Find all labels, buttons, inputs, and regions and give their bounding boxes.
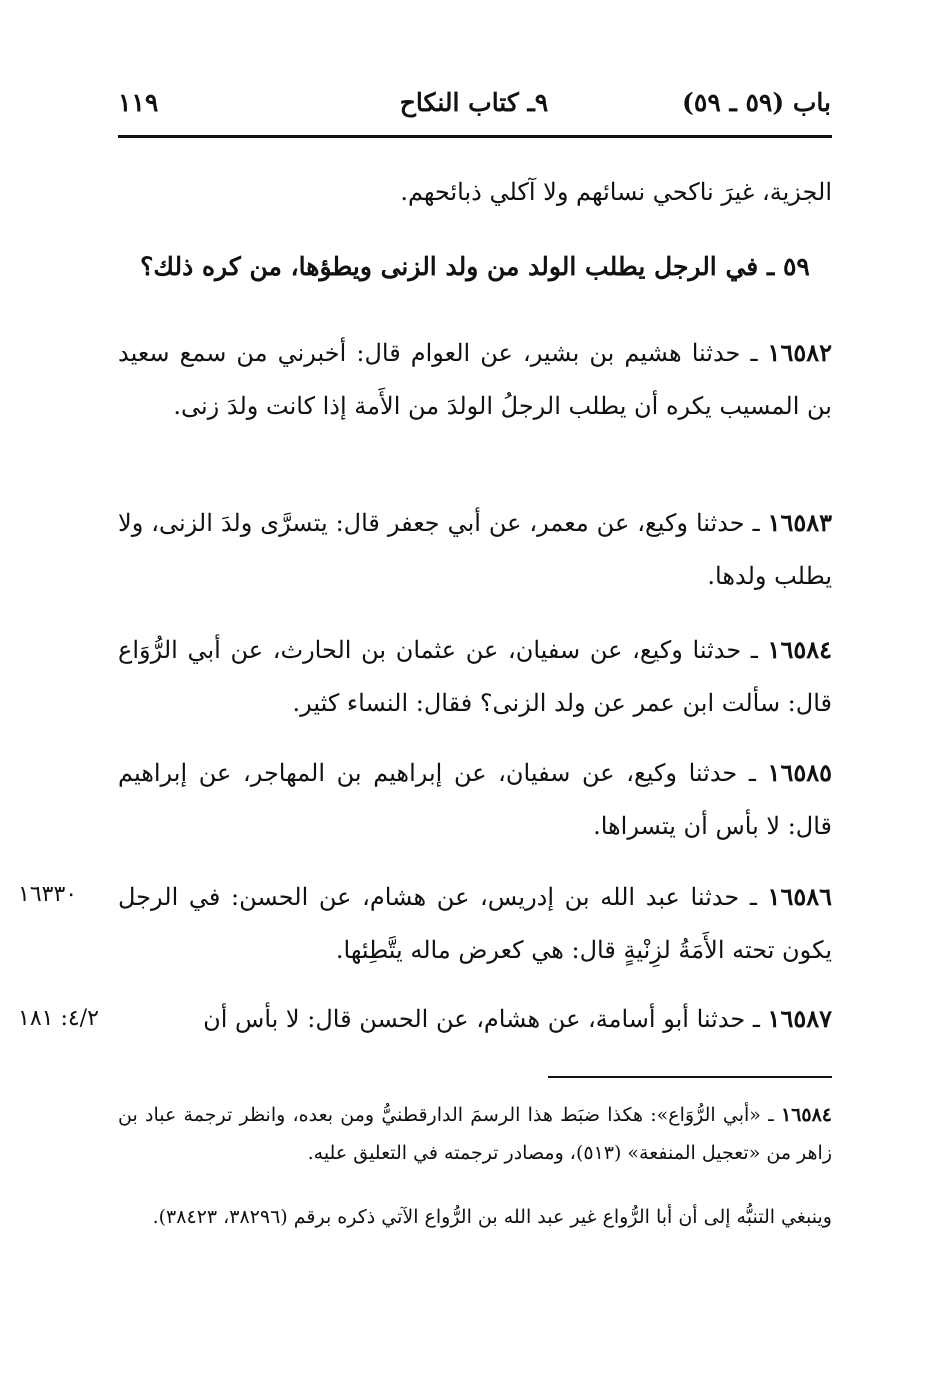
chapter-heading: ٥٩ ـ في الرجل يطلب الولد من ولد الزنى ويطؤها، من كره ذلك؟ (140, 252, 810, 281)
book-title-header: ٩ـ كتاب النكاح (399, 88, 549, 117)
chapter-range-header: باب (٥٩ ـ ٥٩) (682, 88, 831, 117)
hadith-number: ١٦٥٨٥ (767, 758, 832, 787)
hadith-number: ١٦٥٨٢ (767, 338, 832, 367)
footnote (118, 1198, 832, 1236)
opening-text: الجزية، غيرَ ناكحي نسائهم ولا آكلي ذبائحهم. (400, 178, 832, 206)
margin-reference: ٤/٢: ١٨١ (18, 1006, 99, 1031)
hadith-number: ١٦٥٨٣ (767, 508, 833, 537)
hadith-text: ـ حدثنا وكيع، عن معمر، عن أبي جعفر قال: يتسرَّى ولدَ الزنى، ولا يطلب ولدها. (118, 509, 832, 590)
hadith-16585 (118, 746, 832, 853)
page-number: ١١٩ (118, 88, 159, 117)
footnote (118, 1096, 832, 1172)
hadith-text: ـ حدثنا وكيع، عن سفيان، عن إبراهيم بن المهاجر، عن إبراهيم قال: لا بأس أن يتسراها. (118, 759, 832, 840)
hadith-16582 (118, 326, 832, 433)
margin-reference: ١٦٣٣٠ (18, 882, 78, 907)
hadith-number: ١٦٥٨٦ (767, 882, 832, 911)
footnote-number: ١٦٥٨٤ (780, 1104, 832, 1126)
hadith-number: ١٦٥٨٧ (767, 1004, 832, 1033)
footnote-text: وينبغي التنبُّه إلى أن أبا الرُّواع غير عبد الله بن الرُّواع الآتي ذكره برقم (٣٨٢٩٦، ٣٨٤٢٣). (152, 1206, 832, 1228)
hadith-text: ـ حدثنا عبد الله بن إدريس، عن هشام، عن الحسن: في الرجل يكون تحته الأَمَةُ لزِنْيةٍ قال: هي كعرض ماله يتَّطِئها. (118, 883, 832, 964)
hadith-text: ـ حدثنا أبو أسامة، عن هشام، عن الحسن قال: لا بأس أن (203, 1005, 768, 1033)
hadith-16583 (118, 496, 832, 603)
hadith-text: ـ حدثنا وكيع، عن سفيان، عن عثمان بن الحارث، عن أبي الرُّوَاع قال: سألت ابن عمر عن ولد الزنى؟ فقال: النساء كثير. (118, 636, 832, 717)
hadith-16587 (118, 992, 832, 1046)
header-rule (118, 135, 832, 138)
footnote-rule (548, 1076, 832, 1078)
hadith-16584 (118, 623, 832, 730)
hadith-16586 (118, 870, 832, 977)
hadith-number: ١٦٥٨٤ (767, 635, 832, 664)
footnote-text: ـ «أبي الرُّوَاع»: هكذا ضبَط هذا الرسمَ الدارقطنيُّ ومن بعده، وانظر ترجمة عباد بن زاهر من «تعجيل المنفعة» (٥١٣)، ومصادر ترجمته في التعليق عليه. (118, 1104, 832, 1164)
hadith-text: ـ حدثنا هشيم بن بشير، عن العوام قال: أخبرني من سمع سعيد بن المسيب يكره أن يطلب الرجلُ الولدَ من الأَمة إذا كانت ولدَ زنى. (118, 339, 832, 420)
